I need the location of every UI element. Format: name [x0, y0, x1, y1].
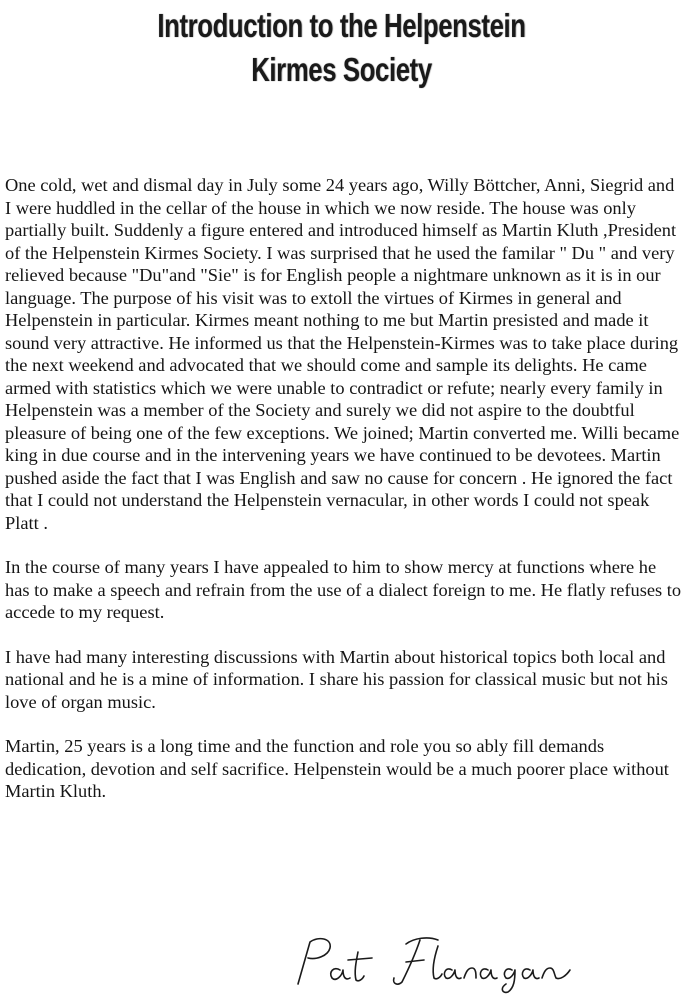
signature-drawing [288, 926, 608, 996]
paragraph-2: In the course of many years I have appealed to him to show mercy at functions where he has to make a speech and refrain from the use of a dialect foreign to me. He flatly refuses to accede to my request. [5, 557, 682, 622]
handwritten-signature [288, 926, 608, 996]
title-line-2: Kirmes Society [251, 51, 432, 88]
paragraph-3: I have had many interesting discussions with Martin about historical topics both local and national and he is a mine of information. I share his passion for classical music but not his love of organ music. [5, 646, 668, 712]
paragraph-1: One cold, wet and dismal day in July some 24 years ago, Willy Böttcher, Anni, Siegrid and I were huddled in the cellar of the house in which we now reside. The house was only partially built. Suddenly a figure entered and introduced himself as Martin Kluth ,President of the Helpenstein Kirmes Society. I was surprised that he used the familar " Du " and very relieved because "Du"and "Sie" is for English people a nightmare unknown as it is in our language. The purpose of his visit was to extoll the virtues of Kirmes in general and Helpenstein in particular. Kirmes meant nothing to me but Martin presisted and made it sound very attractive. He informed us that the Helpenstein-Kirmes was to take place during the next weekend and advocated that we should come and sample its delights. He came armed with statistics which we were unable to contradict or refute; nearly every family in Helpenstein was a member of the Society and surely we did not aspire to the doubtful pleasure of being one of the few exceptions. We joined; Martin converted me. Willi became king in due course and in the intervening years we have continued to be devotees. Martin pushed aside the fact that I was English and saw no cause for concern . He ignored the fact that I could not understand the Helpenstein vernacular, in other words I could not speak Platt . [5, 175, 680, 533]
document-title [75, 4, 608, 92]
paragraph-4: Martin, 25 years is a long time and the function and role you so ably fill demands dedication, devotion and self sacrifice. Helpenstein would be a much poorer place without Martin Kluth. [5, 736, 669, 801]
letter-body [5, 174, 683, 825]
title-line-1: Introduction to the Helpenstein [157, 7, 526, 44]
